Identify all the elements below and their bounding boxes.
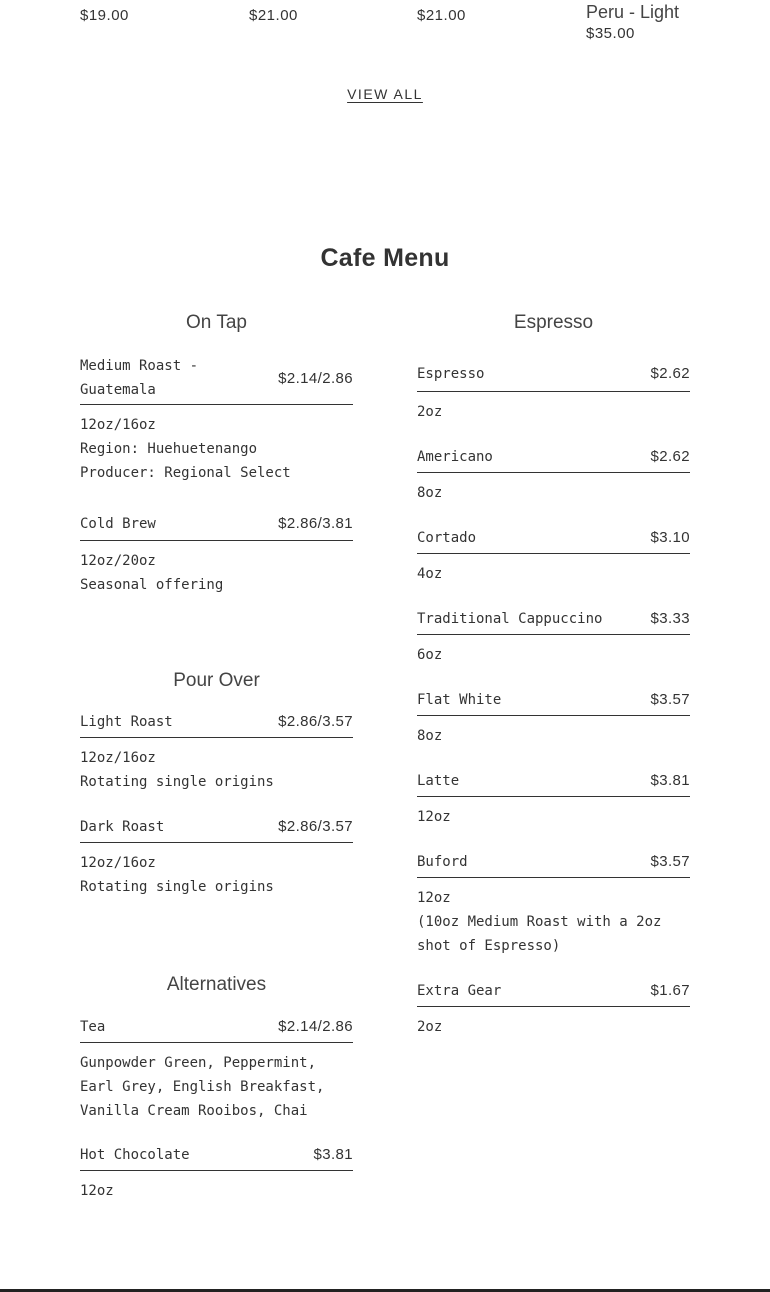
section-pour-over — [80, 668, 353, 899]
menu-item-description — [417, 643, 690, 667]
description-line: 12oz — [80, 1183, 114, 1199]
menu-item — [417, 356, 690, 424]
menu-item-header — [80, 811, 353, 843]
section-title: Pour Over — [173, 670, 260, 691]
menu-item-description — [417, 481, 690, 505]
menu-item-name: Traditional Cappuccino — [417, 610, 603, 627]
menu-item-header — [417, 765, 690, 797]
menu-item-description — [80, 1179, 353, 1203]
section-espresso — [417, 310, 690, 1039]
description-line: Region: Huehuetenango — [80, 441, 258, 457]
menu-item-price: $3.81 — [650, 772, 690, 789]
menu-item-price: $2.62 — [650, 448, 690, 465]
description-line: 12oz/16oz — [80, 855, 156, 871]
menu-item-name: Cold Brew — [80, 515, 156, 532]
menu-item-name: Cortado — [417, 529, 477, 546]
description-line: 8oz — [417, 485, 443, 501]
description-line: Seasonal offering — [80, 577, 224, 593]
menu-item-header — [80, 706, 353, 738]
menu-item-name: Espresso — [417, 365, 485, 382]
menu-item-description — [80, 746, 353, 794]
description-line: 2oz — [417, 404, 443, 420]
menu-item-name: Latte — [417, 772, 460, 789]
menu-item — [80, 354, 353, 485]
menu-item-price: $1.67 — [650, 982, 690, 999]
menu-item-name: Hot Chocolate — [80, 1146, 190, 1163]
menu-item — [417, 522, 690, 586]
menu-item-price: $3.57 — [650, 853, 690, 870]
product-price: $21.00 — [249, 7, 298, 24]
menu-item-name: Tea — [80, 1018, 106, 1035]
section-title: Espresso — [513, 312, 594, 333]
menu-item — [417, 846, 690, 958]
product-price: $21.00 — [417, 7, 466, 24]
view-all-link[interactable]: VIEW ALL — [347, 86, 423, 102]
description-line: Gunpowder Green, Peppermint, Earl Grey, English Breakfast, Vanilla Cream Rooibos, Chai — [80, 1055, 325, 1119]
menu-item-name: Flat White — [417, 691, 502, 708]
menu-item — [417, 441, 690, 505]
product-card[interactable] — [249, 6, 399, 26]
description-line: 8oz — [417, 728, 443, 744]
menu-item-header — [80, 1139, 353, 1171]
menu-item-price: $2.14/2.86 — [278, 369, 353, 387]
menu-item-header — [80, 354, 353, 405]
menu-item — [417, 765, 690, 829]
menu-item — [80, 1139, 353, 1203]
product-price: $35.00 — [586, 25, 635, 42]
section-alternatives — [80, 972, 353, 1203]
menu-item-description — [80, 549, 353, 597]
menu-item-description — [417, 400, 690, 424]
menu-item-name: Light Roast — [80, 713, 173, 730]
description-line: (10oz Medium Roast with a 2oz shot of Espresso) — [417, 914, 662, 954]
menu-item-name: Dark Roast — [80, 818, 165, 835]
description-line: 12oz — [417, 809, 451, 825]
menu-item-price: $2.86/3.57 — [278, 818, 353, 835]
menu-item-description — [417, 724, 690, 748]
menu-item-header — [80, 507, 353, 541]
espresso-items — [417, 356, 690, 1039]
description-line: 12oz/16oz — [80, 750, 156, 766]
menu-item — [80, 507, 353, 597]
product-card[interactable] — [80, 6, 230, 26]
menu-item-header — [417, 684, 690, 716]
product-price: $19.00 — [80, 7, 129, 24]
menu-item-description — [417, 805, 690, 829]
description-line: 6oz — [417, 647, 443, 663]
menu-item-name: Americano — [417, 448, 493, 465]
menu-item-price: $2.86/3.81 — [278, 515, 353, 532]
menu-item — [80, 811, 353, 899]
menu-item-price: $2.62 — [650, 365, 690, 382]
section-title: Alternatives — [166, 974, 267, 995]
menu-item-header — [417, 975, 690, 1007]
view-all-wrapper — [0, 86, 770, 104]
menu-column-right — [417, 310, 690, 1039]
description-line: 12oz — [417, 890, 451, 906]
menu-item-header — [80, 1011, 353, 1043]
menu-item-price: $3.57 — [650, 691, 690, 708]
menu-item-price: $3.81 — [313, 1146, 353, 1163]
description-line: 4oz — [417, 566, 443, 582]
menu-item-description — [417, 1015, 690, 1039]
section-title: On Tap — [186, 312, 247, 333]
menu-item — [80, 1011, 353, 1123]
product-name[interactable]: Peru - Light — [586, 2, 680, 22]
menu-item — [80, 706, 353, 794]
product-row — [80, 0, 690, 60]
menu-item — [417, 684, 690, 748]
menu-item-name: Medium Roast - Guatemala — [80, 358, 199, 398]
menu-item-price: $2.14/2.86 — [278, 1018, 353, 1035]
menu-item-price: $3.10 — [650, 529, 690, 546]
description-line: 2oz — [417, 1019, 443, 1035]
menu-item-name: Buford — [417, 853, 468, 870]
menu-title: Cafe Menu — [320, 244, 450, 272]
description-line: 12oz/20oz — [80, 553, 156, 569]
menu-item-name: Extra Gear — [417, 982, 502, 999]
description-line: Rotating single origins — [80, 774, 274, 790]
menu-item-description — [417, 886, 690, 958]
product-card[interactable] — [586, 0, 736, 44]
menu-item-price: $3.33 — [650, 610, 690, 627]
menu-column-left — [80, 310, 353, 1203]
menu-item-description — [80, 413, 353, 485]
menu-item-header — [417, 356, 690, 392]
product-card[interactable] — [417, 6, 567, 26]
description-line: Producer: Regional Select — [80, 465, 291, 481]
menu-item — [417, 975, 690, 1039]
menu-item-header — [417, 441, 690, 473]
description-line: 12oz/16oz — [80, 417, 156, 433]
section-on-tap — [80, 310, 353, 597]
description-line: Rotating single origins — [80, 879, 274, 895]
menu-item-header — [417, 846, 690, 878]
menu-item-description — [80, 1051, 353, 1123]
menu-item-description — [80, 851, 353, 899]
menu-item — [417, 603, 690, 667]
menu-item-price: $2.86/3.57 — [278, 713, 353, 730]
menu-item-description — [417, 562, 690, 586]
menu-item-header — [417, 522, 690, 554]
menu-item-header — [417, 603, 690, 635]
